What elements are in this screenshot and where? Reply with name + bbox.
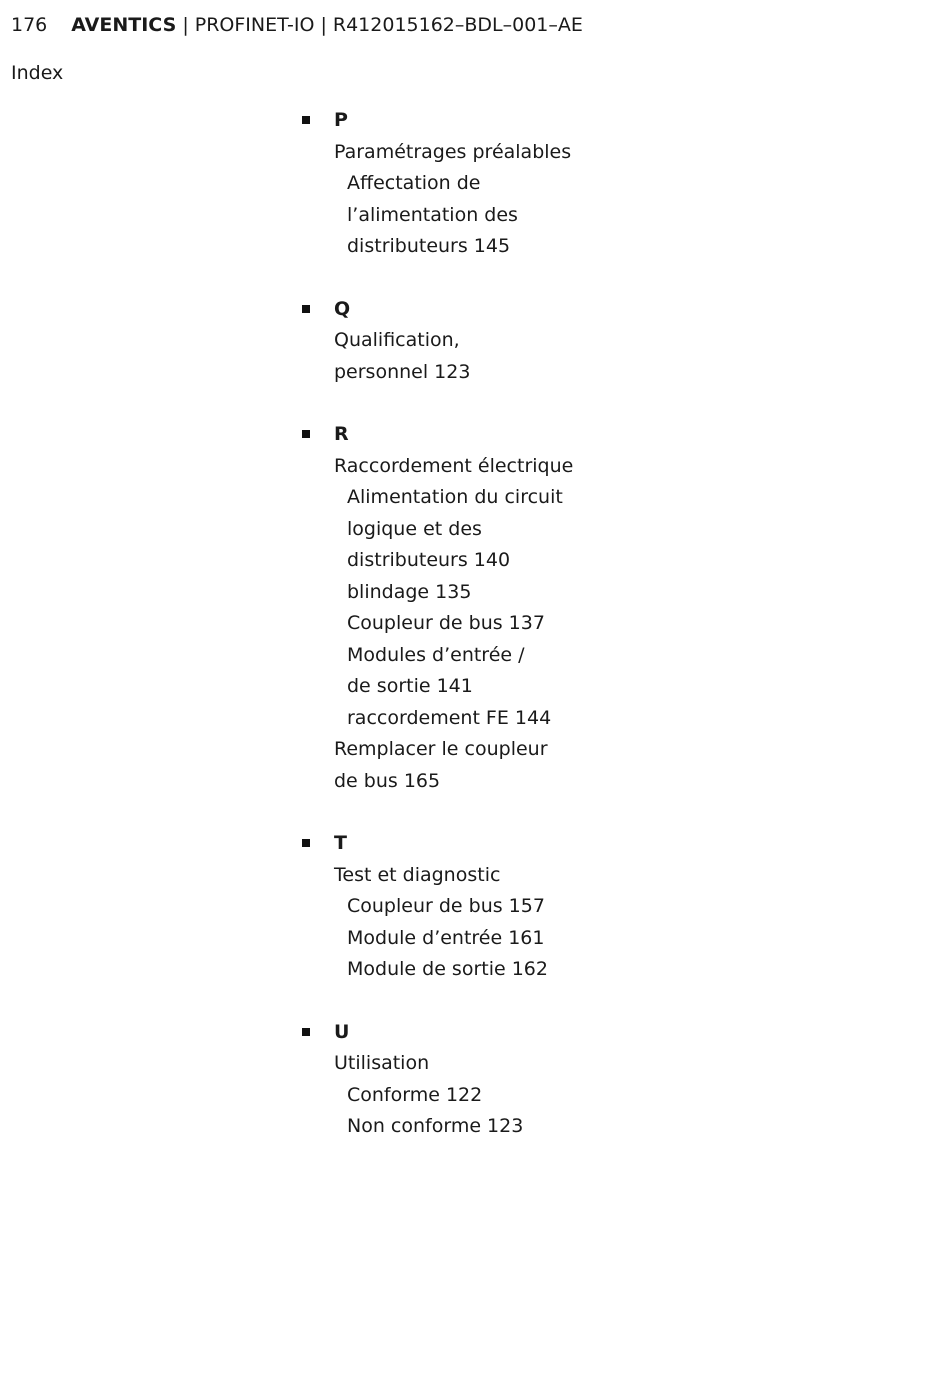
index-subentry: Coupleur de bus 137	[347, 612, 545, 634]
group-letter: Q	[334, 297, 351, 320]
document-reference: | PROFINET-IO | R412015162–BDL–001–AE	[176, 14, 583, 36]
index-subentry: logique et des	[347, 517, 482, 540]
group-heading	[298, 1017, 618, 1049]
index-entry: Paramétrages préalables	[334, 140, 572, 163]
index-group-t	[298, 828, 618, 986]
index-subentry: distributeurs 145	[347, 235, 511, 257]
index-column	[298, 105, 618, 1174]
index-group-u	[298, 1017, 618, 1143]
index-subentry: Conforme 122	[347, 1083, 483, 1106]
index-subentry: Modules d’entrée /	[347, 643, 525, 666]
index-entry: Qualification,	[334, 329, 460, 351]
index-group-p	[298, 105, 618, 263]
index-subentry: Coupleur de bus 157	[347, 895, 545, 917]
group-letter: P	[334, 109, 348, 131]
index-entry: personnel 123	[334, 360, 471, 383]
index-entry: Remplacer le coupleur	[334, 738, 548, 760]
square-bullet-icon	[302, 116, 310, 124]
index-subentry: distributeurs 140	[347, 549, 511, 571]
index-subentry: Non conforme 123	[347, 1115, 524, 1137]
index-entry: Test et diagnostic	[334, 863, 501, 886]
square-bullet-icon	[302, 1028, 310, 1036]
section-title: Index	[11, 62, 64, 84]
index-subentry: Module d’entrée 161	[347, 926, 545, 949]
group-letter: U	[334, 1020, 350, 1043]
square-bullet-icon	[302, 430, 310, 438]
brand-name: AVENTICS	[71, 14, 177, 36]
square-bullet-icon	[302, 839, 310, 847]
index-subentry: raccordement FE 144	[347, 706, 552, 729]
index-entry: de bus 165	[334, 769, 441, 792]
index-subentry: blindage 135	[347, 580, 472, 603]
index-group-q	[298, 294, 618, 389]
index-group-r	[298, 419, 618, 797]
group-letter: T	[334, 832, 347, 854]
index-subentry: l’alimentation des	[347, 203, 518, 226]
group-letter: R	[334, 423, 349, 445]
index-subentry: Module de sortie 162	[347, 958, 548, 980]
page-header	[11, 11, 583, 39]
index-entry: Utilisation	[334, 1052, 430, 1074]
square-bullet-icon	[302, 305, 310, 313]
index-subentry: Alimentation du circuit	[347, 486, 563, 508]
index-subentry: Affectation de	[347, 172, 481, 194]
group-heading	[298, 294, 618, 326]
index-entry: Raccordement électrique	[334, 454, 574, 477]
group-heading	[298, 105, 618, 137]
group-heading	[298, 419, 618, 451]
index-subentry: de sortie 141	[347, 675, 473, 697]
group-heading	[298, 828, 618, 860]
page-number: 176	[11, 14, 48, 36]
